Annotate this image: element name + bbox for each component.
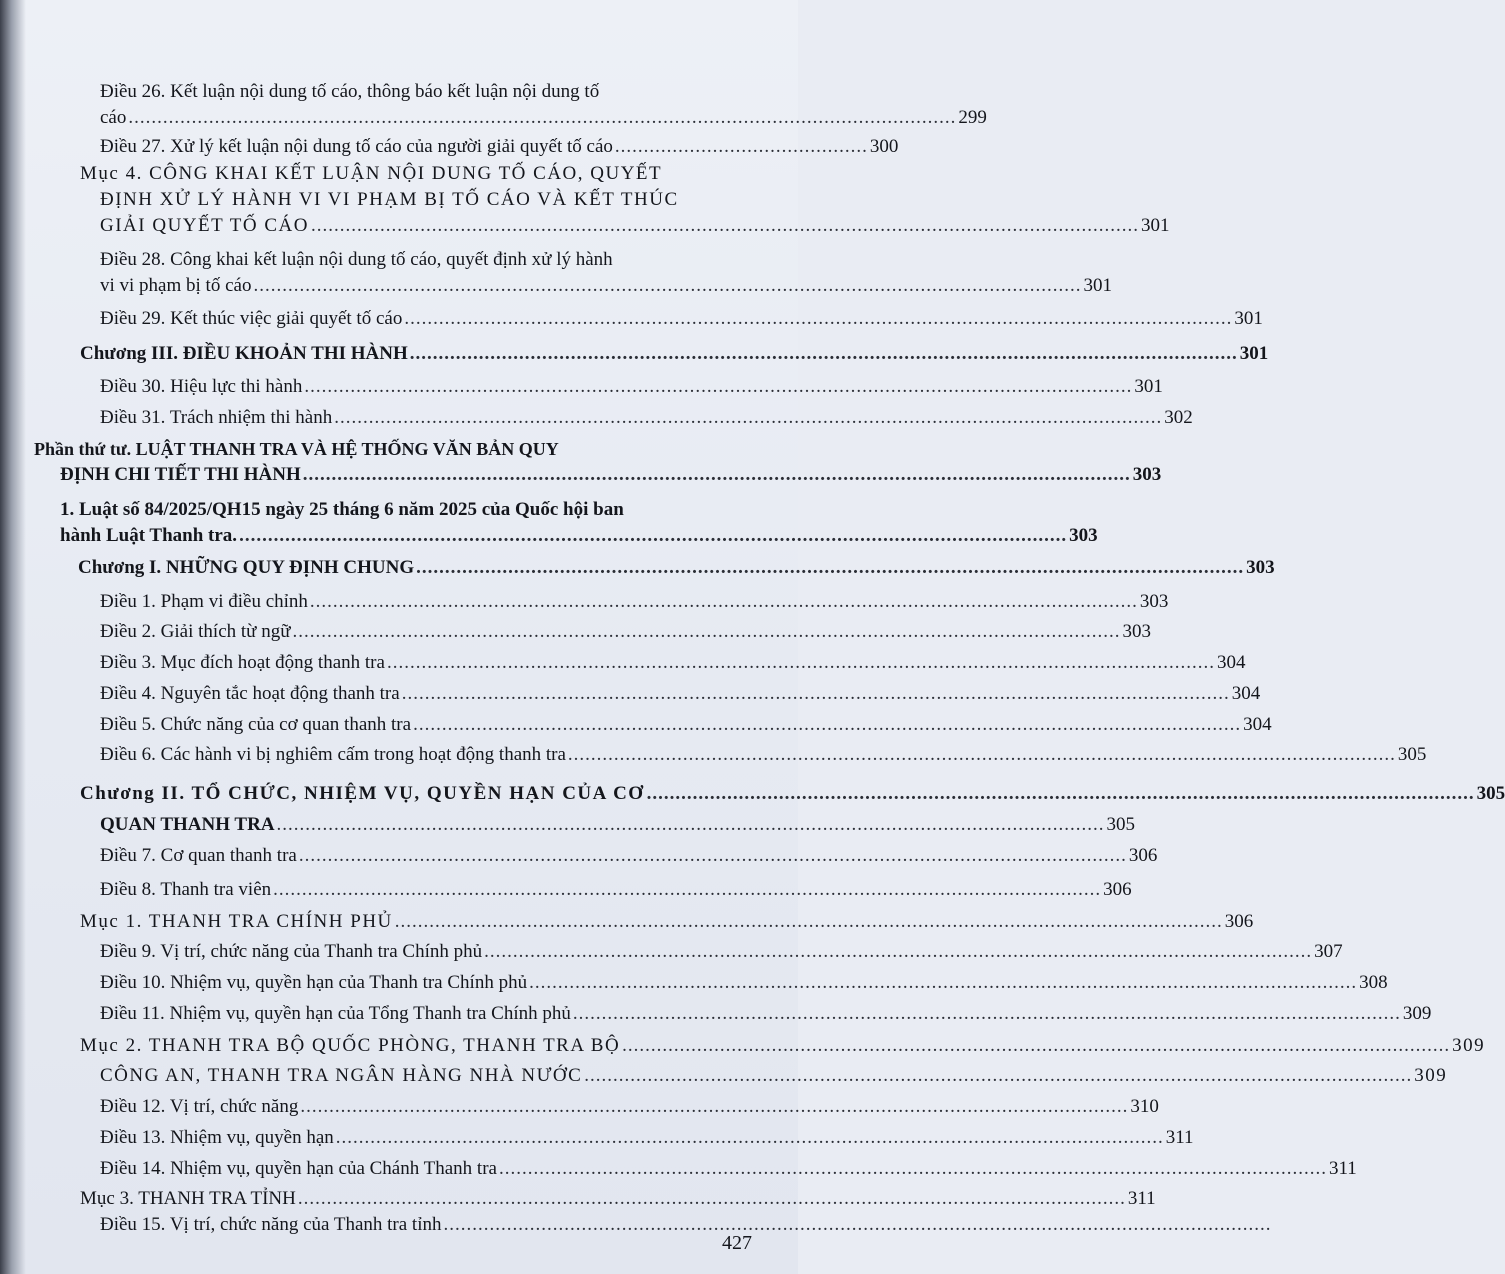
toc-entry: Điều 7. Cơ quan thanh tra ................................................................................................................................................ 306 — [100, 843, 778, 869]
toc-entry: Điều 6. Các hành vi bị nghiêm cấm trong hoạt động thanh tra ................................................................................................................................................ 305 — [100, 742, 778, 768]
toc-entry: Điều 8. Thanh tra viên ................................................................................................................................................ 306 — [100, 877, 778, 903]
page-ref: 311 — [1127, 1188, 1156, 1209]
leader-dots: ................................................................................................................................................ — [302, 464, 1131, 485]
leader-dots: ................................................................................................................................................ — [622, 1035, 1451, 1056]
page-ref: 306 — [1224, 911, 1254, 932]
toc-entry: GIẢI QUYẾT TỐ CÁO ................................................................................................................................................ 301 — [100, 213, 778, 239]
page-ref: 311 — [1165, 1127, 1194, 1148]
page-ref: 304 — [1243, 714, 1272, 735]
leader-dots: ................................................................................................................................................ — [567, 744, 1396, 765]
toc-entry: Mục 3. THANH TRA TỈNH ................................................................................................................................................ 311 — [80, 1186, 778, 1212]
page-ref: 303 — [1139, 591, 1169, 612]
page-ref: 301 — [1083, 275, 1112, 296]
toc-entry: Mục 1. THANH TRA CHÍNH PHỦ ................................................................................................................................................ 306 — [80, 909, 778, 935]
page-ref: 299 — [958, 107, 987, 128]
toc-entry: vi vi phạm bị tố cáo ................................................................................................................................................ 301 — [100, 273, 778, 299]
leader-dots: ................................................................................................................................................ — [276, 814, 1105, 835]
toc-entry: CÔNG AN, THANH TRA NGÂN HÀNG NHÀ NƯỚC ................................................................................................................................................ 309 — [100, 1063, 778, 1089]
leader-dots: ................................................................................................................................................ — [309, 591, 1138, 612]
leader-dots: ................................................................................................................................................ — [529, 972, 1358, 993]
leader-dots: ................................................................................................................................................ — [298, 845, 1127, 866]
page-ref: 307 — [1314, 941, 1343, 962]
leader-dots: ................................................................................................................................................ — [416, 557, 1245, 578]
page-ref: 303 — [1132, 464, 1162, 485]
leader-dots: ................................................................................................................................................ — [386, 652, 1215, 673]
page-ref: 303 — [1246, 557, 1275, 578]
leader-dots: ................................................................................................................................................ — [409, 343, 1238, 364]
leader-dots: ................................................................................................................................................ — [253, 275, 1082, 296]
page-ref: 308 — [1359, 972, 1388, 993]
leader-dots: ................................................................................................................................................ — [646, 783, 1475, 804]
leader-dots: ................................................................................................................................................ — [273, 879, 1102, 900]
page-ref: 309 — [1414, 1065, 1448, 1086]
page-ref: 305 — [1476, 783, 1505, 804]
leader-dots: ................................................................................................................................................ — [239, 525, 1068, 546]
toc-entry: Điều 9. Vị trí, chức năng của Thanh tra Chính phủ ................................................................................................................................................ 307 — [100, 939, 778, 965]
page-number: 427 — [722, 1232, 752, 1254]
page-ref: 309 — [1452, 1035, 1486, 1056]
toc-entry: Chương II. TỔ CHỨC, NHIỆM VỤ, QUYỀN HẠN CỦA CƠ ................................................................................................................................................ 305 — [80, 781, 778, 807]
toc-line: Phần thứ tư. LUẬT THANH TRA VÀ HỆ THỐNG VĂN BẢN QUY — [34, 439, 559, 459]
toc-line: 1. Luật số 84/2025/QH15 ngày 25 tháng 6 năm 2025 của Quốc hội ban — [60, 499, 624, 520]
toc-entry: QUAN THANH TRA ................................................................................................................................................ 305 — [100, 812, 778, 838]
toc-line: Điều 28. Công khai kết luận nội dung tố cáo, quyết định xử lý hành — [100, 249, 613, 270]
toc-entry: Điều 27. Xử lý kết luận nội dung tố cáo của người giải quyết tố cáo ............................................ 300 — [100, 134, 778, 160]
page-ref: 302 — [1164, 407, 1193, 428]
leader-dots: ................................................................................................................................................ — [394, 911, 1223, 932]
page-ref: 306 — [1103, 879, 1132, 900]
leader-dots: ................................................................................................................................................ — [300, 1096, 1129, 1117]
toc-entry: Điều 14. Nhiệm vụ, quyền hạn của Chánh Thanh tra ................................................................................................................................................ 311 — [100, 1156, 778, 1182]
toc-entry: Mục 2. THANH TRA BỘ QUỐC PHÒNG, THANH TRA BỘ ................................................................................................................................................ 309 — [80, 1033, 778, 1059]
toc-entry: Điều 5. Chức năng của cơ quan thanh tra ................................................................................................................................................ 304 — [100, 712, 778, 738]
toc-entry: Điều 31. Trách nhiệm thi hành ................................................................................................................................................ 302 — [100, 405, 778, 431]
toc-line: Mục 4. CÔNG KHAI KẾT LUẬN NỘI DUNG TỐ CÁO, QUYẾT — [80, 163, 663, 184]
page-ref: 310 — [1130, 1096, 1159, 1117]
leader-dots: ................................................................................................................................................ — [310, 215, 1139, 236]
page-ref: 305 — [1397, 744, 1427, 765]
leader-dots: ................................................................................................................................................ — [128, 107, 957, 128]
toc-entry: Điều 11. Nhiệm vụ, quyền hạn của Tổng Thanh tra Chính phủ ................................................................................................................................................ 309 — [100, 1001, 778, 1027]
page-ref: 304 — [1231, 683, 1261, 704]
toc-entry: ĐỊNH CHI TIẾT THI HÀNH ................................................................................................................................................ 303 — [60, 462, 778, 488]
toc-entry: Điều 13. Nhiệm vụ, quyền hạn ................................................................................................................................................ 311 — [100, 1125, 778, 1151]
page-ref: 303 — [1069, 525, 1098, 546]
toc-entry: Điều 2. Giải thích từ ngữ ................................................................................................................................................ 303 — [100, 619, 778, 645]
leader-dots: ................................................................................................................................................ — [401, 683, 1230, 704]
toc-entry: Điều 30. Hiệu lực thi hành ................................................................................................................................................ 301 — [100, 374, 778, 400]
leader-dots: ................................................................................................................................................ — [584, 1065, 1413, 1086]
toc-line: Điều 26. Kết luận nội dung tố cáo, thông báo kết luận nội dung tố — [100, 81, 600, 102]
toc-entry: Điều 12. Vị trí, chức năng ................................................................................................................................................ 310 — [100, 1094, 778, 1120]
page-ref: 306 — [1128, 845, 1158, 866]
leader-dots: ................................................................................................................................................ — [404, 308, 1233, 329]
leader-dots: ................................................................................................................................................ — [484, 941, 1313, 962]
toc-line: ĐỊNH XỬ LÝ HÀNH VI VI PHẠM BỊ TỐ CÁO VÀ KẾT THÚC — [100, 189, 679, 210]
toc-entry: Điều 3. Mục đích hoạt động thanh tra ................................................................................................................................................ 304 — [100, 650, 778, 676]
leader-dots: ................................................................................................................................................ — [498, 1158, 1327, 1179]
leader-dots: ................................................................................................................................................ — [292, 621, 1121, 642]
toc-entry: cáo ................................................................................................................................................ 299 — [100, 105, 778, 131]
page-ref: 309 — [1402, 1003, 1432, 1024]
page-ref: 301 — [1239, 343, 1269, 364]
leader-dots: ................................................................................................................................................ — [572, 1003, 1401, 1024]
toc-entry: hành Luật Thanh tra. ................................................................................................................................................ 303 — [60, 523, 778, 549]
page-ref: 301 — [1234, 308, 1263, 329]
leader-dots: ............................................ — [614, 136, 868, 157]
toc-entry: Chương III. ĐIỀU KHOẢN THI HÀNH ................................................................................................................................................ 301 — [80, 341, 778, 367]
toc-entry: Điều 1. Phạm vi điều chỉnh ................................................................................................................................................ 303 — [100, 589, 778, 615]
page-ref: 304 — [1216, 652, 1246, 673]
page-ref: 300 — [869, 136, 899, 157]
page-ref: 303 — [1122, 621, 1152, 642]
page-ref: 305 — [1106, 814, 1136, 835]
leader-dots: ................................................................................................................................................ — [304, 376, 1133, 397]
toc-entry: Điều 29. Kết thúc việc giải quyết tố cáo ................................................................................................................................................ 301 — [100, 306, 778, 332]
leader-dots: ................................................................................................................................................ — [297, 1188, 1126, 1209]
page-ref: 301 — [1134, 376, 1163, 397]
toc-entry: Chương I. NHỮNG QUY ĐỊNH CHUNG ................................................................................................................................................ 303 — [78, 555, 778, 581]
leader-dots: ................................................................................................................................................ — [413, 714, 1242, 735]
leader-dots: ................................................................................................................................................ — [334, 407, 1163, 428]
toc-entry: Điều 10. Nhiệm vụ, quyền hạn của Thanh tra Chính phủ ................................................................................................................................................ 308 — [100, 970, 778, 996]
toc-entry: Điều 4. Nguyên tắc hoạt động thanh tra ................................................................................................................................................ 304 — [100, 681, 778, 707]
leader-dots: ................................................................................................................................................ — [443, 1214, 1272, 1235]
page-ref: 311 — [1328, 1158, 1357, 1179]
page-ref: 301 — [1140, 215, 1170, 236]
toc-entry: Điều 15. Vị trí, chức năng của Thanh tra tỉnh ................................................................................................................................................ — [100, 1212, 660, 1238]
leader-dots: ................................................................................................................................................ — [335, 1127, 1164, 1148]
